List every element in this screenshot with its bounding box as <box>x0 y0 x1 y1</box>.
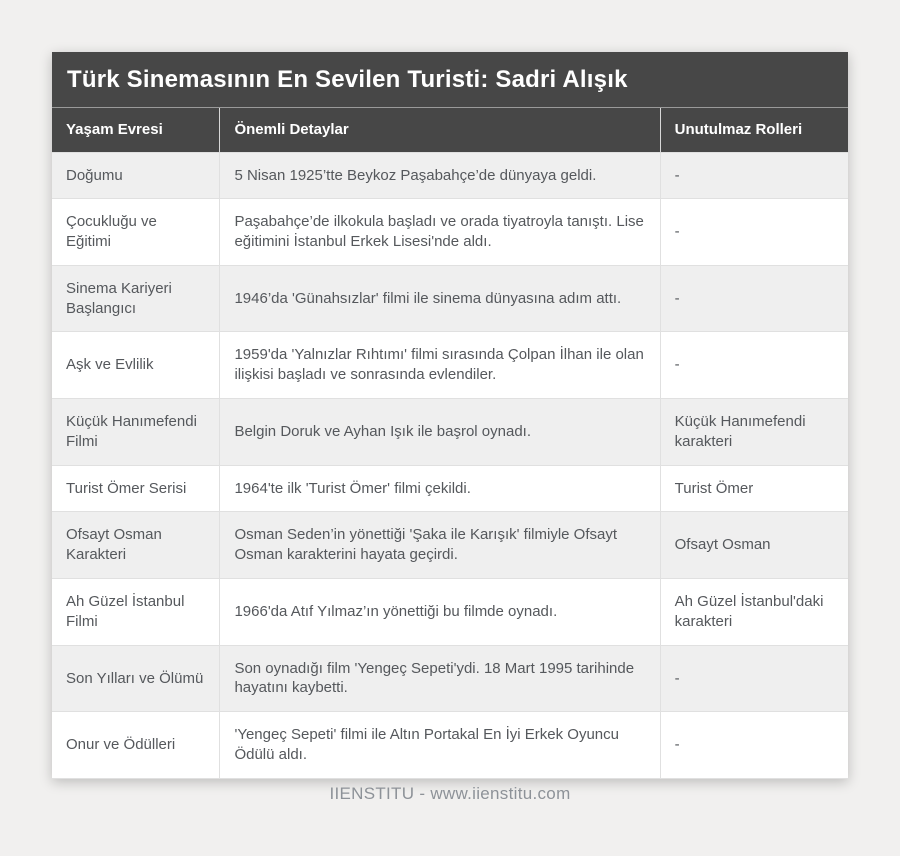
table-row <box>52 199 848 266</box>
details-cell: 1959'da 'Yalnızlar Rıhtımı' filmi sırasında Çolpan İlhan ile olan ilişkisi başladı ve sonrasında evlendiler. <box>220 332 660 399</box>
roles-cell: Ofsayt Osman <box>660 512 848 579</box>
table-row <box>52 512 848 579</box>
page-title: Türk Sinemasının En Sevilen Turisti: Sadri Alışık <box>52 52 848 108</box>
details-cell: Belgin Doruk ve Ayhan Işık ile başrol oynadı. <box>220 399 660 466</box>
column-header-details: Önemli Detaylar <box>220 108 660 152</box>
details-cell: Paşabahçe’de ilkokula başladı ve orada tiyatroyla tanıştı. Lise eğitimini İstanbul Erkek Lisesi'nde aldı. <box>220 199 660 266</box>
details-cell: Son oynadığı film 'Yengeç Sepeti'ydi. 18 Mart 1995 tarihinde hayatını kaybetti. <box>220 645 660 712</box>
table-row <box>52 465 848 512</box>
table-row <box>52 579 848 646</box>
roles-cell: - <box>660 265 848 332</box>
life-stage-cell: Doğumu <box>52 152 220 199</box>
details-cell: 5 Nisan 1925’tte Beykoz Paşabahçe’de dünyaya geldi. <box>220 152 660 199</box>
roles-cell: Turist Ömer <box>660 465 848 512</box>
content-card <box>52 52 848 779</box>
table-row <box>52 399 848 466</box>
details-cell: Osman Seden’in yönettiği 'Şaka ile Karışık' filmiyle Ofsayt Osman karakterini hayata geçirdi. <box>220 512 660 579</box>
life-stage-cell: Küçük Hanımefendi Filmi <box>52 399 220 466</box>
header-row <box>52 108 848 152</box>
life-stage-cell: Aşk ve Evlilik <box>52 332 220 399</box>
table-row <box>52 332 848 399</box>
details-cell: 'Yengeç Sepeti' filmi ile Altın Portakal En İyi Erkek Oyuncu Ödülü aldı. <box>220 712 660 779</box>
details-cell: 1966'da Atıf Yılmaz’ın yönettiği bu filmde oynadı. <box>220 579 660 646</box>
column-header-roles: Unutulmaz Rolleri <box>660 108 848 152</box>
life-stage-cell: Ah Güzel İstanbul Filmi <box>52 579 220 646</box>
table-row <box>52 645 848 712</box>
table-header <box>52 108 848 152</box>
column-header-life-stage: Yaşam Evresi <box>52 108 220 152</box>
table-row <box>52 152 848 199</box>
life-stage-cell: Son Yılları ve Ölümü <box>52 645 220 712</box>
life-stage-cell: Turist Ömer Serisi <box>52 465 220 512</box>
table-row <box>52 712 848 779</box>
roles-cell: - <box>660 645 848 712</box>
roles-cell: - <box>660 332 848 399</box>
table-row <box>52 265 848 332</box>
footer-credit: IIENSTITU - www.iienstitu.com <box>329 784 571 803</box>
table-body <box>52 152 848 778</box>
life-stage-cell: Çocukluğu ve Eğitimi <box>52 199 220 266</box>
life-stage-cell: Onur ve Ödülleri <box>52 712 220 779</box>
life-stage-cell: Ofsayt Osman Karakteri <box>52 512 220 579</box>
life-stage-cell: Sinema Kariyeri Başlangıcı <box>52 265 220 332</box>
biography-table <box>52 108 848 779</box>
roles-cell: - <box>660 199 848 266</box>
roles-cell: - <box>660 712 848 779</box>
roles-cell: Ah Güzel İstanbul'daki karakteri <box>660 579 848 646</box>
roles-cell: - <box>660 152 848 199</box>
details-cell: 1964'te ilk 'Turist Ömer' filmi çekildi. <box>220 465 660 512</box>
details-cell: 1946’da 'Günahsızlar' filmi ile sinema dünyasına adım attı. <box>220 265 660 332</box>
roles-cell: Küçük Hanımefendi karakteri <box>660 399 848 466</box>
